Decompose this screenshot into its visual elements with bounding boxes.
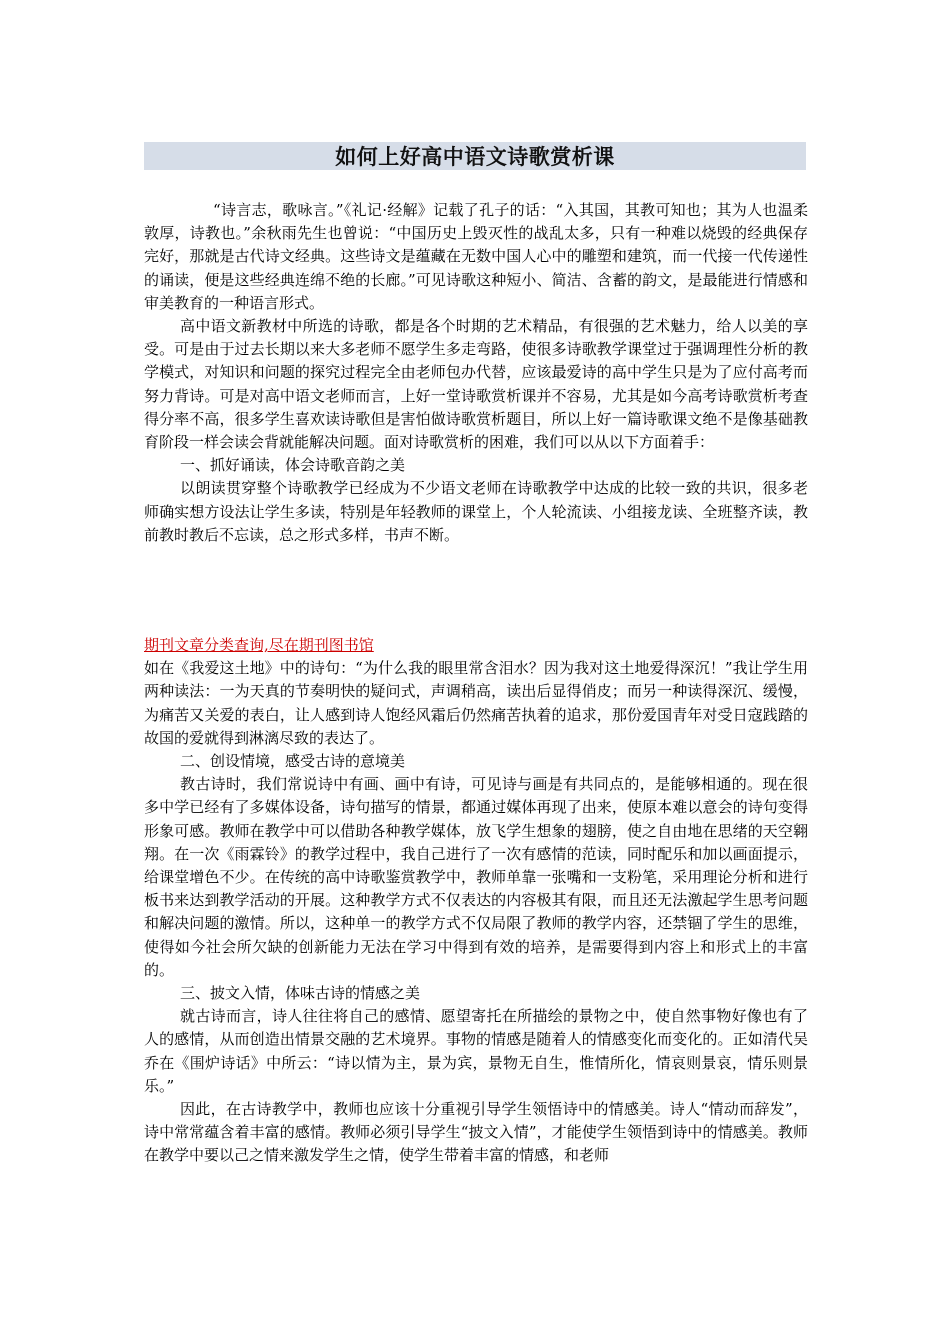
top-section — [144, 199, 808, 547]
section-heading-1: 一、抓好诵读，体会诗歌音韵之美 — [180, 456, 406, 475]
paragraph-imagery: 教古诗时，我们常说诗中有画、画中有诗，可见诗与画是有共同点的，是能够相通的。现在很多中学已经有了多媒体设备，诗句描写的情景，都通过媒体再现了出来，使原本难以意会的诗句变得形象可感。教师在教学中可以借助各种教学媒体，放飞学生想象的翅膀，使之自由地在思绪的天空翱翔。在一次《雨霖铃》的教学过程中，我自己进行了一次有感情的范读，同时配乐和加以画面提示，给课堂增色不少。在传统的高中诗歌鉴赏教学中，教师单靠一张嘴和一支粉笔，采用理论分析和进行板书来达到教学活动的开展。这种教学方式不仅表达的内容极其有限，而且还无法激起学生思考问题和解决问题的激情。所以，这种单一的教学方式不仅局限了教师的教学内容，还禁锢了学生的思维，使得如今社会所欠缺的创新能力无法在学习中得到有效的培养，是需要得到内容上和形式上的丰富的。 — [144, 775, 808, 979]
bottom-section — [144, 634, 808, 1168]
paragraph-conclusion: 因此，在古诗教学中，教师也应该十分重视引导学生领悟诗中的情感美。诗人“情动而辞发”，诗中常常蕴含着丰富的感情。教师必须引导学生“披文入情”，才能使学生领悟到诗中的情感美。教师在教学中要以己之情来激发学生之情，使学生带着丰富的情感，和老师 — [144, 1100, 808, 1165]
title-banner — [144, 142, 806, 170]
section-heading-2: 二、创设情境，感受古诗的意境美 — [180, 752, 406, 771]
paragraph-emotion: 就古诗而言，诗人往往将自己的感情、愿望寄托在所描绘的景物之中，使自然事物好像也有了人的感情，从而创造出情景交融的艺术境界。事物的情感是随着人的情感变化而变化的。正如清代吴乔在《围炉诗话》中所云：“诗以情为主，景为宾，景物无自生，惟情所化，情哀则景哀，情乐则景乐。” — [144, 1007, 808, 1095]
journal-link[interactable]: 期刊文章分类查询,尽在期刊图书馆 — [144, 636, 374, 654]
paragraph-intro: “诗言志，歌咏言。”《礼记·经解》记载了孔子的话：“入其国，其教可知也；其为人也温柔敦厚，诗教也。”余秋雨先生也曾说：“中国历史上毁灭性的战乱太多，只有一种难以烧毁的经典保存完好，那就是古代诗文经典。这些诗文是蕴藏在无数中国人心中的雕塑和建筑，而一代接一代传递性的诵读，便是这些经典连绵不绝的长廊。”可见诗歌这种短小、简洁、含蓄的韵文，是最能进行情感和审美教育的一种语言形式。 — [144, 201, 808, 312]
paragraph-example: 如在《我爱这土地》中的诗句：“为什么我的眼里常含泪水？因为我对这土地爱得深沉！”我让学生用两种读法：一为天真的节奏明快的疑问式，声调稍高，读出后显得俏皮；而另一种读得深沉、缓慢，为痛苦又关爱的表白，让人感到诗人饱经风霜后仍然痛苦执着的追求，那份爱国青年对受日寇践踏的故国的爱就得到淋漓尽致的表达了。 — [144, 659, 808, 747]
document-title: 如何上好高中语文诗歌赏析课 — [335, 145, 615, 169]
paragraph-reading: 以朗读贯穿整个诗歌教学已经成为不少语文老师在诗歌教学中达成的比较一致的共识，很多老师确实想方设法让学生多读，特别是年轻教师的课堂上，个人轮流读、小组接龙读、全班整齐读，教前教时教后不忘读，总之形式多样，书声不断。 — [144, 479, 808, 544]
paragraph-background: 高中语文新教材中所选的诗歌，都是各个时期的艺术精品，有很强的艺术魅力，给人以美的享受。可是由于过去长期以来大多老师不愿学生多走弯路，使很多诗歌教学课堂过于强调理性分析的教学模式，对知识和问题的探究过程完全由老师包办代替，应该最爱诗的高中学生只是为了应付高考而努力背诗。可是对高中语文老师而言，上好一堂诗歌赏析课并不容易，尤其是如今高考诗歌赏析考查得分率不高，很多学生喜欢读诗歌但是害怕做诗歌赏析题目，所以上好一篇诗歌课文绝不是像基础教育阶段一样会读会背就能解决问题。面对诗歌赏析的困难，我们可以从以下方面着手： — [144, 317, 808, 452]
section-heading-3: 三、披文入情，体味古诗的情感之美 — [180, 984, 421, 1003]
